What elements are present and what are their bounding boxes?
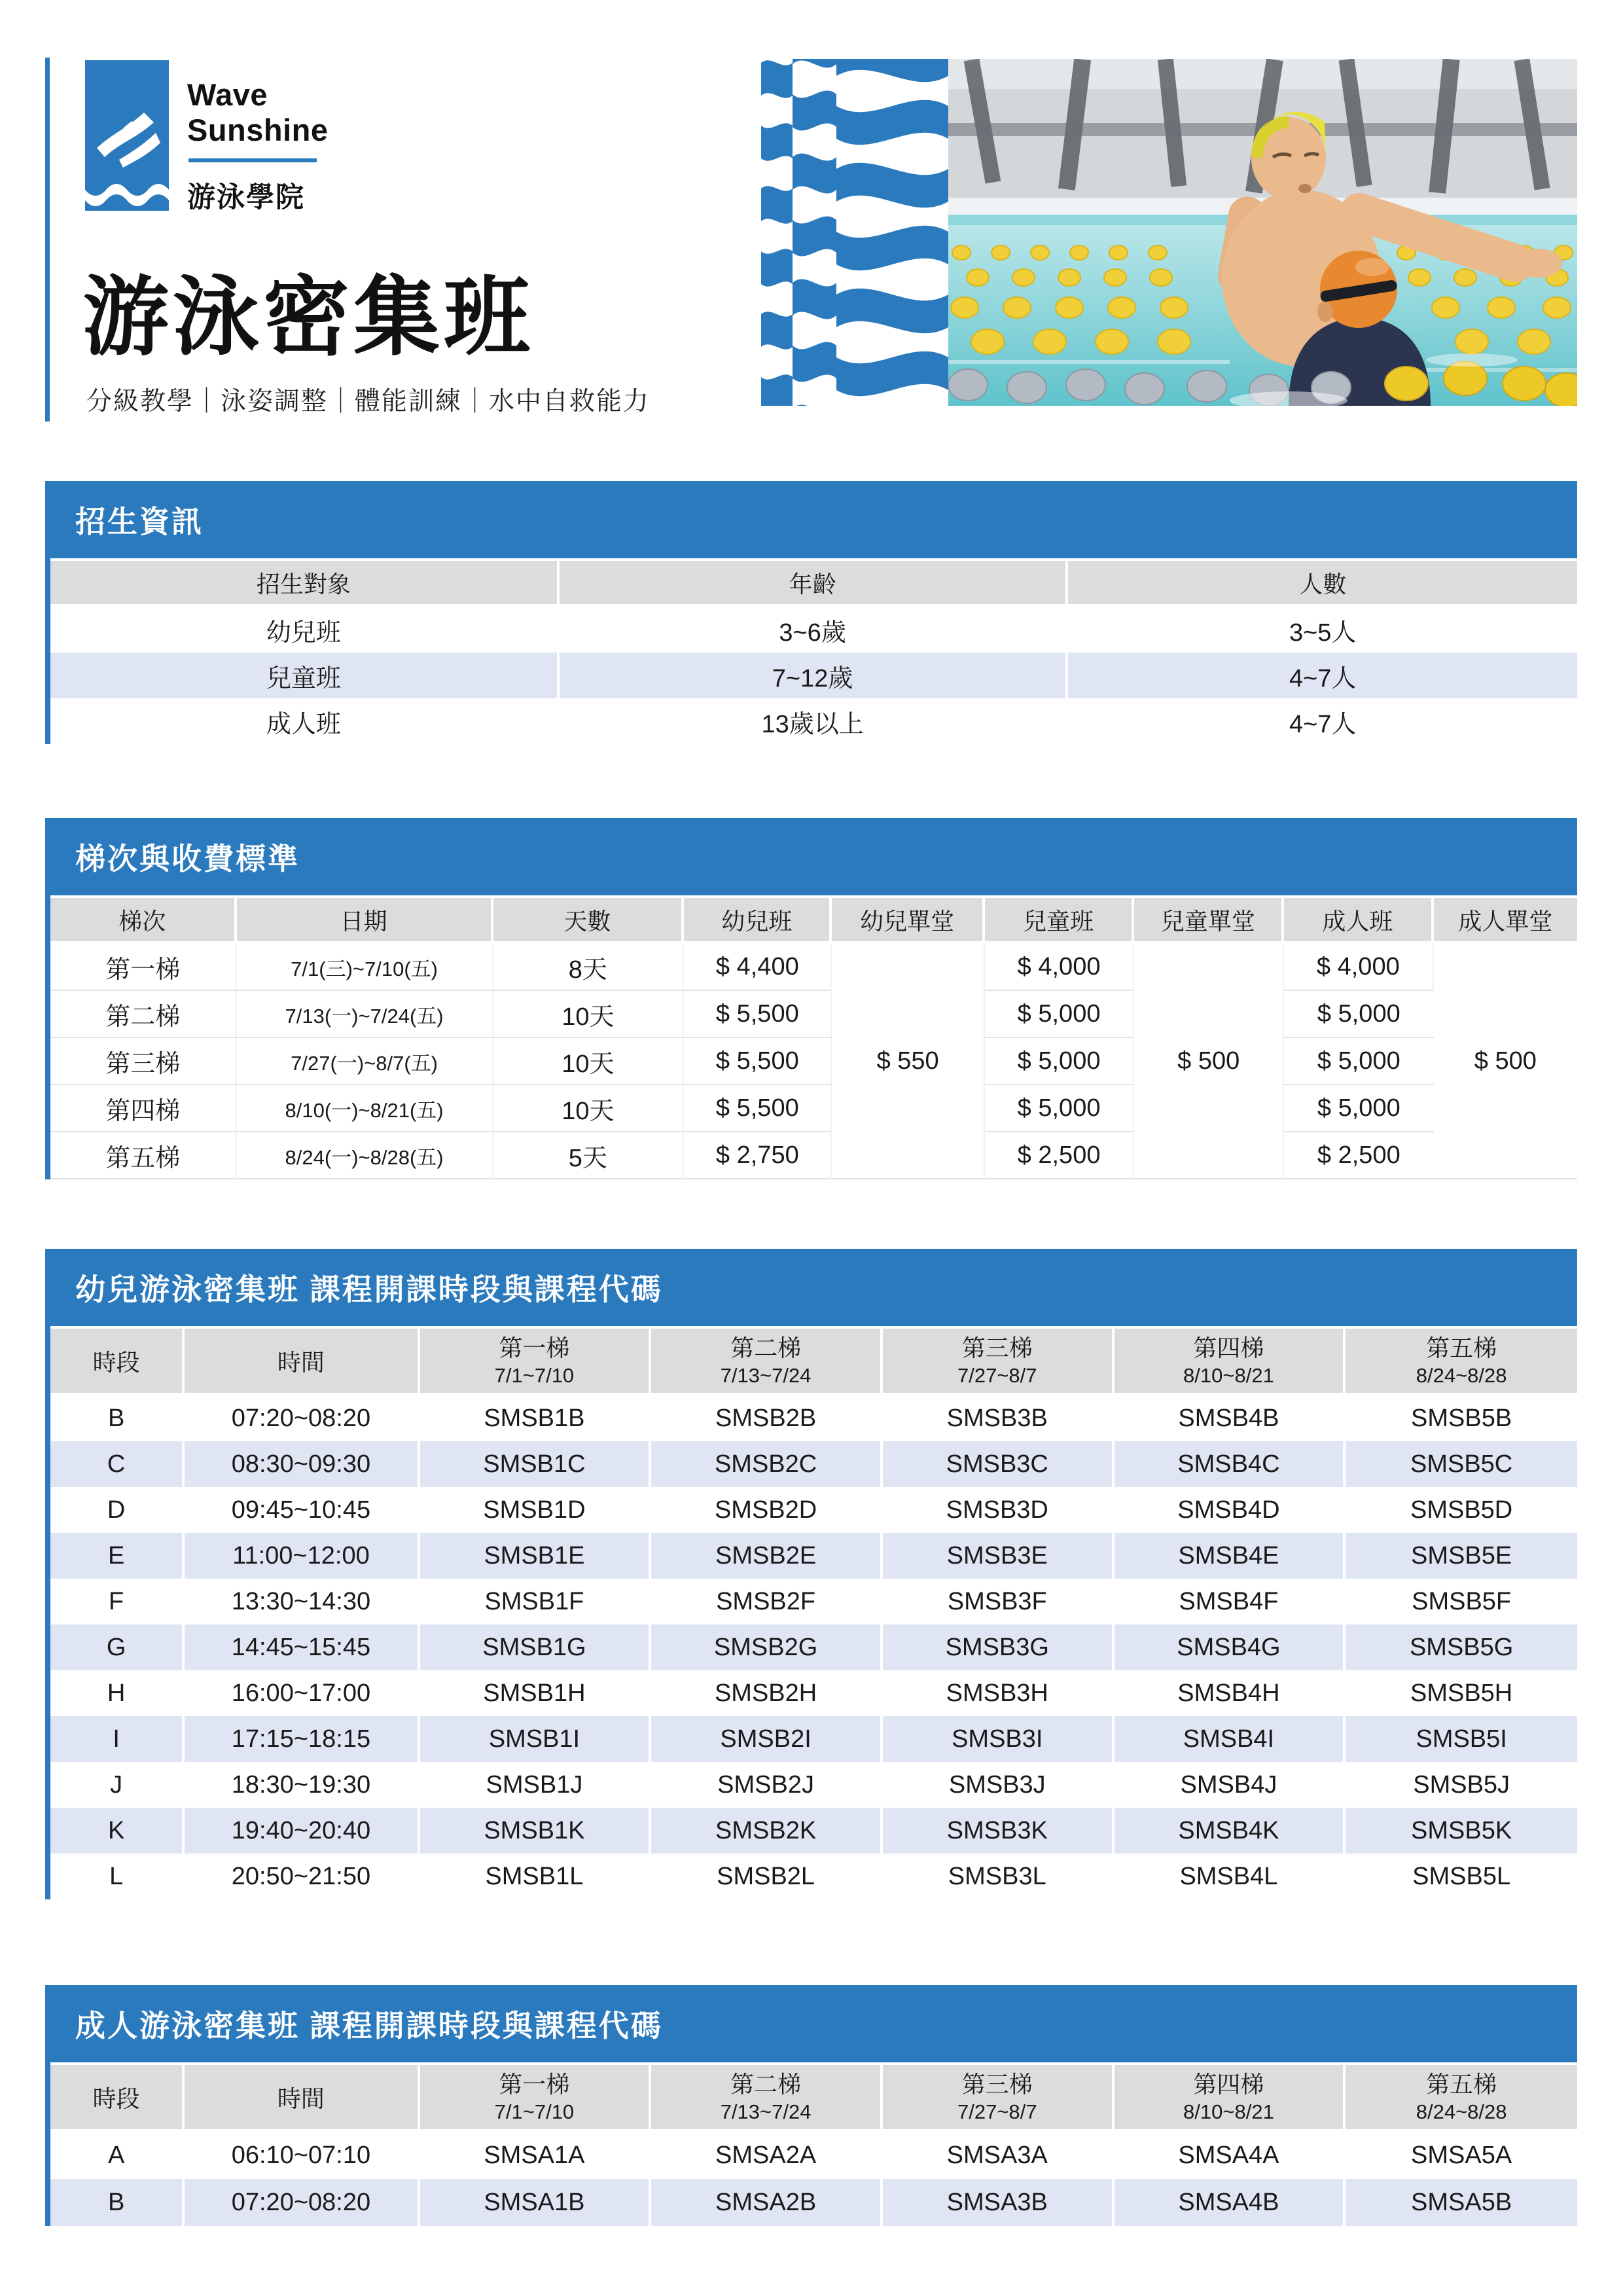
adults-code-cell: SMSA3A [883,2132,1115,2179]
kids-time-cell: 07:20~08:20 [185,1395,419,1441]
fees-table [50,898,1577,1179]
adults-code-cell: SMSA2B [651,2179,883,2226]
fees-child-price-cell: $ 5,000 [985,1038,1135,1085]
enrollment-table-body [50,607,1577,744]
kids-time-header-cell: 時間 [185,1329,419,1395]
section-adults-schedule-header [50,1985,1577,2062]
fees-dates-cell: 7/1(三)~7/10(五) [237,944,493,991]
kids-header-row [50,1329,1577,1395]
kids-time-cell: 16:00~17:00 [185,1670,419,1716]
enrollment-header-cell: 招生對象 [50,561,560,607]
adults-session-name: 第二梯 [730,2071,802,2098]
adults-slot-cell: B [50,2179,185,2226]
enrollment-row [50,607,1577,653]
fees-kid-single-cell: $ 550 [832,944,984,1179]
adults-row [50,2132,1577,2179]
kids-row [50,1624,1577,1670]
kids-code-cell: SMSB2E [651,1533,883,1579]
kids-slot-header-cell: 時段 [50,1329,185,1395]
kids-session-dates: 8/24~8/28 [1416,1364,1507,1387]
brand-academy-label: 游泳學院 [187,182,305,213]
fees-days-cell: 10天 [493,1038,685,1085]
fees-row [50,1038,1577,1085]
fees-dates-cell: 8/24(一)~8/28(五) [237,1132,493,1179]
adults-table-body [50,2132,1577,2226]
adults-time-header-cell: 時間 [185,2065,419,2132]
kids-code-cell: SMSB3E [883,1533,1115,1579]
kids-code-cell: SMSB3K [883,1808,1115,1854]
wave-band-shape [761,249,793,287]
fees-header-cell: 日期 [237,898,493,944]
fees-dates-cell: 7/13(一)~7/24(五) [237,991,493,1038]
kids-session-dates: 7/13~7/24 [720,1364,812,1387]
kids-code-cell: SMSB3F [883,1579,1115,1624]
adults-session-dates: 8/24~8/28 [1416,2100,1507,2123]
section-title: 成人游泳密集班 課程開課時段與課程代碼 [75,2009,663,2043]
enrollment-header-row [50,561,1577,607]
enrollment-cell: 兒童班 [50,653,560,698]
enrollment-cell: 幼兒班 [50,607,560,653]
wave-band-shape [761,60,793,98]
kids-code-cell: SMSB1I [420,1716,652,1762]
section-enrollment-header [50,481,1577,558]
kids-time-cell: 20:50~21:50 [185,1854,419,1899]
kids-time-cell: 17:15~18:15 [185,1716,419,1762]
section-title: 幼兒游泳密集班 課程開課時段與課程代碼 [75,1272,663,1306]
fees-adult-price-cell: $ 5,000 [1284,1038,1434,1085]
section-fees [45,818,1577,1179]
kids-code-cell: SMSB4D [1115,1487,1346,1533]
kids-slot-cell: I [50,1716,185,1762]
enrollment-cell: 7~12歲 [560,653,1069,698]
kids-code-cell: SMSB4H [1115,1670,1346,1716]
fees-days-cell: 10天 [493,991,685,1038]
fees-table-body [50,944,1577,1179]
fees-days-cell: 8天 [493,944,685,991]
kids-code-cell: SMSB2K [651,1808,883,1854]
enrollment-cell: 13歲以上 [560,698,1069,744]
adults-code-cell: SMSA5A [1411,2141,1512,2169]
kids-code-cell: SMSB4K [1115,1808,1346,1854]
wave-sunshine-logo-icon [85,60,169,211]
kids-code-cell: SMSB1K [420,1808,652,1854]
kids-slot-cell: H [50,1670,185,1716]
kids-code-cell: SMSB5E [1346,1533,1577,1579]
kids-code-cell: SMSB1G [420,1624,652,1670]
enrollment-row [50,653,1577,698]
fees-dates-cell: 8/10(一)~8/21(五) [237,1085,493,1132]
kids-code-cell: SMSB3D [883,1487,1115,1533]
kids-row [50,1395,1577,1441]
fees-row [50,991,1577,1038]
kids-time-cell: 18:30~19:30 [185,1762,419,1808]
kids-code-cell: SMSB3L [883,1854,1115,1899]
fees-session-cell: 第四梯 [50,1085,237,1132]
adults-header-row [50,2065,1577,2132]
enrollment-cell: 3~5人 [1289,619,1357,647]
enrollment-table-head [50,561,1577,607]
wave-band-shape [761,186,793,224]
kids-code-cell: SMSB5C [1346,1441,1577,1487]
kids-code-cell: SMSB1J [420,1762,652,1808]
kids-schedule-table [50,1329,1577,1899]
adults-code-cell: SMSA5B [1346,2179,1577,2226]
kids-slot-cell: F [50,1579,185,1624]
fees-header-cell: 梯次 [50,898,237,944]
adults-table-head [50,2065,1577,2132]
kids-session-name: 第三梯 [961,1335,1033,1361]
fees-kid-price-cell: $ 5,500 [684,1085,832,1132]
adults-time-cell: 07:20~08:20 [185,2179,419,2226]
adults-session-dates: 7/1~7/10 [494,2100,575,2123]
kids-code-cell: SMSB4I [1115,1716,1346,1762]
section-kids-schedule [45,1249,1577,1899]
section-enrollment [45,481,1577,744]
fees-header-cell: 幼兒單堂 [832,898,984,944]
kids-row [50,1670,1577,1716]
kids-code-cell: SMSB2I [651,1716,883,1762]
kids-code-cell: SMSB4L [1115,1854,1346,1899]
adults-code-cell: SMSA3B [883,2179,1115,2226]
enrollment-row [50,698,1577,744]
adults-schedule-table [50,2065,1577,2226]
kids-row [50,1487,1577,1533]
page-tagline: 分級教學｜泳姿調整｜體能訓練｜水中自救能力 [86,387,651,416]
kids-code-cell: SMSB1E [420,1533,652,1579]
kids-table-head [50,1329,1577,1395]
fees-child-price-cell: $ 4,000 [985,944,1135,991]
enrollment-cell: 3~6歲 [560,607,1069,653]
kids-time-cell: 14:45~15:45 [185,1624,419,1670]
enrollment-cell: 4~7人 [1068,653,1577,698]
kids-session-header-cell [420,1329,652,1395]
kids-slot-cell: D [50,1487,185,1533]
adults-session-header-cell [883,2065,1115,2132]
adults-time-cell: 06:10~07:10 [185,2132,419,2179]
kids-time-cell: 19:40~20:40 [185,1808,419,1854]
fees-adult-price-cell: $ 4,000 [1284,944,1434,991]
left-accent-rule [45,58,50,422]
adults-code-cell: SMSA1A [420,2132,652,2179]
kids-code-cell: SMSB4J [1115,1762,1346,1808]
fees-adult-price-cell: $ 2,500 [1284,1132,1434,1179]
section-title: 招生資訊 [75,505,204,539]
kids-session-header-cell [883,1329,1115,1395]
fees-child-price-cell: $ 5,000 [985,1085,1135,1132]
adults-session-header-cell [1115,2065,1346,2132]
kids-code-cell: SMSB2C [651,1441,883,1487]
kids-time-cell: 09:45~10:45 [185,1487,419,1533]
wave-band-shape [761,312,793,350]
enrollment-table [50,561,1577,744]
fees-kid-price-cell: $ 5,500 [684,1038,832,1085]
enrollment-cell: 4~7人 [1289,710,1357,738]
fees-row [50,944,1577,991]
fees-header-cell: 天數 [493,898,685,944]
fees-kid-price-cell: $ 5,500 [684,991,832,1038]
kids-row [50,1808,1577,1854]
kids-code-cell: SMSB5H [1410,1679,1513,1707]
kids-slot-cell: B [50,1395,185,1441]
adults-session-dates: 7/27~8/7 [957,2100,1037,2123]
kids-code-cell: SMSB4E [1115,1533,1346,1579]
adults-session-name: 第三梯 [961,2071,1033,2098]
kids-time-cell: 08:30~09:30 [185,1441,419,1487]
brand-name-line2: Sunshine [187,113,329,147]
adults-session-name: 第五梯 [1426,2071,1497,2098]
brand-underline [188,158,317,162]
fees-header-cell: 成人單堂 [1434,898,1577,944]
kids-row [50,1762,1577,1808]
kids-slot-cell: G [50,1624,185,1670]
fees-table-head [50,898,1577,944]
kids-row [50,1854,1577,1899]
kids-code-cell: SMSB1C [420,1441,652,1487]
kids-code-cell: SMSB5B [1411,1404,1512,1432]
kids-slot-cell: E [50,1533,185,1579]
kids-code-cell: SMSB3C [883,1441,1115,1487]
kids-row [50,1716,1577,1762]
kids-slot-cell: J [50,1762,185,1808]
kids-code-cell: SMSB2J [651,1762,883,1808]
section-kids-schedule-header [50,1249,1577,1326]
fees-kid-price-cell: $ 2,750 [684,1132,832,1179]
kids-session-dates: 8/10~8/21 [1183,1364,1274,1387]
kids-session-name: 第一梯 [499,1335,570,1361]
kids-code-cell: SMSB5K [1346,1808,1577,1854]
kids-row [50,1533,1577,1579]
wave-band-shape [761,123,793,161]
kids-session-name: 第四梯 [1193,1335,1264,1361]
adults-slot-cell: A [50,2132,185,2179]
wave-pattern-decoration [761,59,948,406]
kids-session-name: 第二梯 [730,1335,802,1361]
kids-session-dates: 7/27~8/7 [957,1364,1037,1387]
fees-adult-price-cell: $ 5,000 [1284,1085,1434,1132]
fees-session-cell: 第二梯 [50,991,237,1038]
kids-code-cell: SMSB5J [1413,1770,1510,1799]
enrollment-header-cell: 年齡 [560,561,1069,607]
kids-slot-cell: K [50,1808,185,1854]
fees-header-cell: 兒童單堂 [1134,898,1284,944]
page-title: 游泳密集班 [82,269,534,365]
kids-session-name: 第五梯 [1426,1335,1497,1361]
kids-code-cell: SMSB5G [1346,1624,1577,1670]
fees-days-cell: 10天 [493,1085,685,1132]
kids-code-cell: SMSB3B [883,1395,1115,1441]
kids-code-cell: SMSB5D [1410,1496,1513,1524]
fees-adult-single-cell: $ 500 [1434,944,1577,1179]
adults-code-cell: SMSA4A [1115,2132,1346,2179]
kids-session-header-cell [1115,1329,1346,1395]
adults-code-cell: SMSA1B [420,2179,652,2226]
pool-lesson-photo [948,59,1577,406]
adults-code-cell: SMSA4B [1115,2179,1346,2226]
adults-slot-header-cell: 時段 [50,2065,185,2132]
fees-kid-price-cell: $ 4,400 [684,944,832,991]
fees-child-price-cell: $ 2,500 [985,1132,1135,1179]
kids-code-cell: SMSB1L [420,1854,652,1899]
adults-row [50,2179,1577,2226]
kids-time-cell: 11:00~12:00 [185,1533,419,1579]
kids-slot-cell: L [50,1854,185,1899]
kids-code-cell: SMSB1D [420,1487,652,1533]
fees-adult-price-cell: $ 5,000 [1284,991,1434,1038]
kids-code-cell: SMSB3J [883,1762,1115,1808]
adults-session-header-cell [420,2065,652,2132]
kids-code-cell: SMSB2F [651,1579,883,1624]
kids-code-cell: SMSB3G [883,1624,1115,1670]
fees-days-cell: 5天 [493,1132,685,1179]
kids-code-cell: SMSB3I [883,1716,1115,1762]
adults-code-cell: SMSA2A [651,2132,883,2179]
brand-name-line1: Wave [187,77,268,112]
adults-session-dates: 8/10~8/21 [1183,2100,1274,2123]
kids-code-cell: SMSB3H [883,1670,1115,1716]
adults-session-header-cell [1346,2065,1577,2132]
fees-header-cell: 幼兒班 [684,898,832,944]
enrollment-cell: 成人班 [50,698,560,744]
adults-session-name: 第一梯 [499,2071,570,2098]
kids-code-cell: SMSB2D [651,1487,883,1533]
kids-code-cell: SMSB1F [420,1579,652,1624]
kids-session-dates: 7/1~7/10 [494,1364,575,1387]
adults-session-name: 第四梯 [1193,2071,1264,2098]
fees-session-cell: 第五梯 [50,1132,237,1179]
kids-code-cell: SMSB2H [651,1670,883,1716]
fees-header-row [50,898,1577,944]
fees-child-price-cell: $ 5,000 [985,991,1135,1038]
kids-code-cell: SMSB4G [1115,1624,1346,1670]
enrollment-header-cell: 人數 [1068,561,1577,607]
kids-code-cell: SMSB4F [1115,1579,1346,1624]
kids-table-body [50,1395,1577,1899]
kids-code-cell: SMSB4C [1115,1441,1346,1487]
adults-session-dates: 7/13~7/24 [720,2100,812,2123]
section-title: 梯次與收費標準 [75,842,300,876]
fees-dates-cell: 7/27(一)~8/7(五) [237,1038,493,1085]
brand-text-block [187,77,329,215]
kids-code-cell: SMSB2B [651,1395,883,1441]
kids-code-cell: SMSB1B [420,1395,652,1441]
fees-row [50,1085,1577,1132]
kids-code-cell: SMSB5I [1346,1716,1577,1762]
section-adults-schedule [45,1985,1577,2226]
kids-row [50,1579,1577,1624]
fees-session-cell: 第三梯 [50,1038,237,1085]
kids-code-cell: SMSB2L [651,1854,883,1899]
kids-code-cell: SMSB5F [1412,1587,1512,1615]
section-fees-header [50,818,1577,895]
kids-time-cell: 13:30~14:30 [185,1579,419,1624]
kids-session-header-cell [1346,1329,1577,1395]
fees-session-cell: 第一梯 [50,944,237,991]
kids-session-header-cell [651,1329,883,1395]
kids-slot-cell: C [50,1441,185,1487]
kids-row [50,1441,1577,1487]
fees-row [50,1132,1577,1179]
adults-session-header-cell [651,2065,883,2132]
fees-child-single-cell: $ 500 [1134,944,1284,1179]
fees-header-cell: 成人班 [1284,898,1434,944]
kids-code-cell: SMSB2G [651,1624,883,1670]
fees-header-cell: 兒童班 [985,898,1135,944]
kids-code-cell: SMSB4B [1115,1395,1346,1441]
kids-code-cell: SMSB1H [420,1670,652,1716]
kids-code-cell: SMSB5L [1412,1862,1511,1890]
